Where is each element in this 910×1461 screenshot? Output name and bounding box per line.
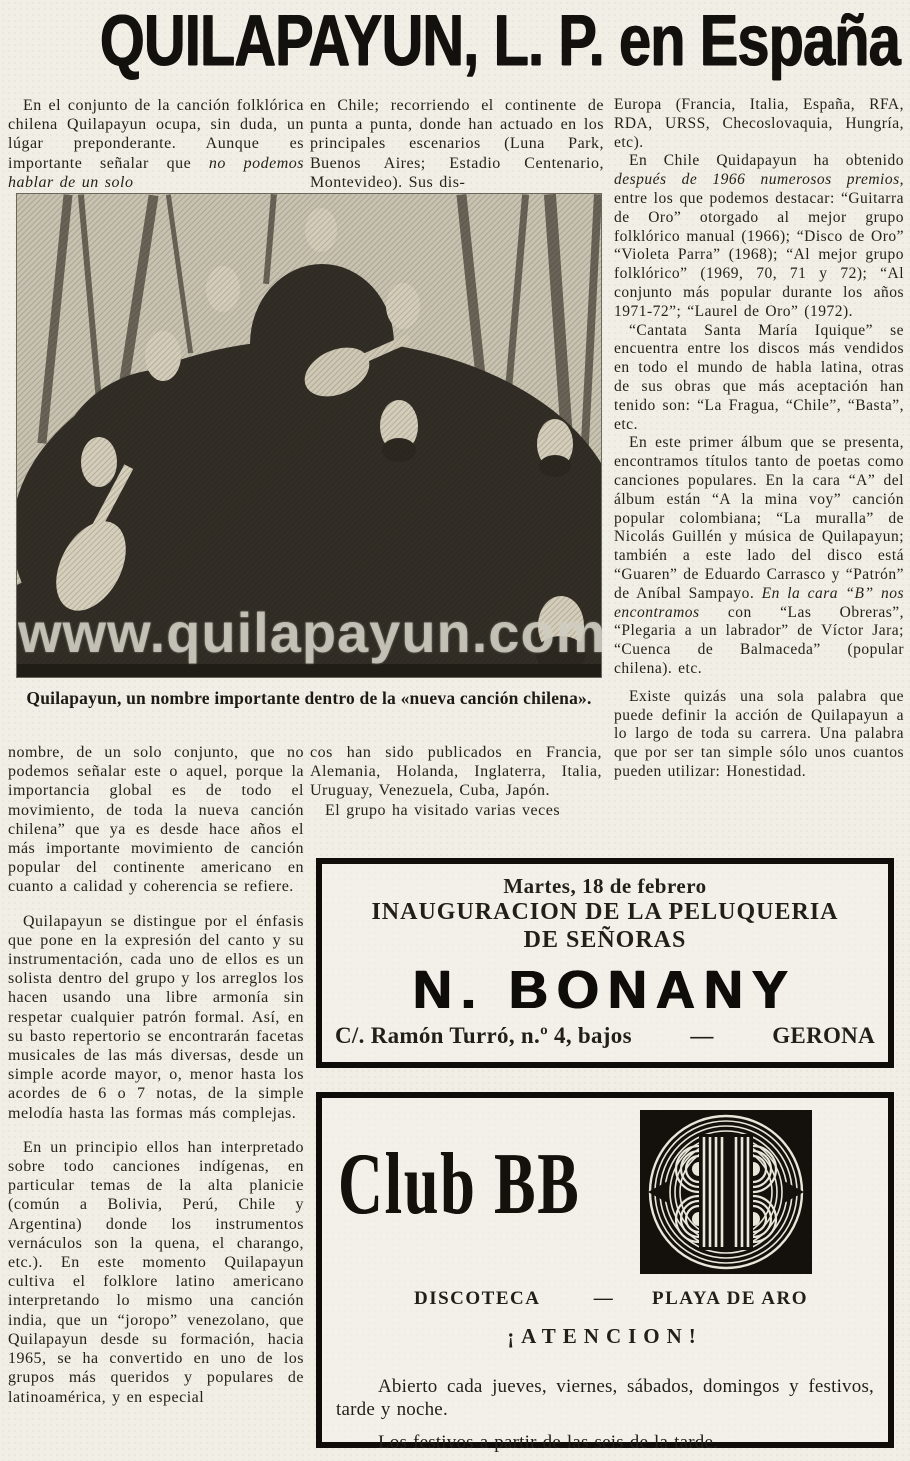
dash-separator: — [690,1023,714,1048]
column-1-top [8,96,304,193]
article-paragraph: El grupo ha visitado varias veces [325,801,561,819]
article-paragraph: En el conjunto de la canción folklórica chilena Quilapayun ocupa, sin duda, un lúgar preponderante. Aunque es importante señalar que no podemos hablar de un solo [8,97,304,191]
ad-club-bb-labels [322,1288,888,1312]
ad-club-bb [316,1092,894,1453]
article-paragraph: En un principio ellos han interpretado sobre todo canciones indígenas, en particular temas de la alta planicie (común a Bolivia, Perú, Chile y Argentina) donde los instrumentos vernáculos son la quena, el charango, etc.). En este momento Quilapayun cultiva el folklore latino americano interpretando lo mismo una canción india, que un “joropo” venezolano, que Quilapayun desde su formación, hacia 1965, se ha convertido en uno de los grupos más queridos y populares de latinoamérica, y en especial [8,1138,304,1406]
article-paragraph: Europa (Francia, Italia, España, RFA, RDA, URSS, Checoslovaquia, Hungría, etc). [614,96,904,151]
column-3 [614,96,904,848]
ad-bonany [316,858,894,1068]
ad-club-bb-discoteca: DISCOTECA [414,1288,541,1309]
ad-club-bb-location: PLAYA DE ARO [652,1288,808,1309]
ad-bonany-name: N. BONANY [412,960,797,1020]
ad-club-bb-text-line2: Los festivos a partir de las seis de la tarde. [378,1432,719,1453]
club-bb-logo [640,1110,812,1274]
band-photo-illustration [17,194,607,677]
article-paragraph: en Chile; recorriendo el continente de punta a punta, donde han actuado en los principales escenarios (Luna Park, Buenos Aires; Estadio Centenario, Montevideo). Sus dis- [310,97,604,191]
column-1-bottom [8,743,304,1461]
band-photo [16,193,607,678]
column-2-bottom [310,743,602,859]
ad-club-bb-attention: ¡ATENCION! [507,1324,703,1348]
ad-bonany-street: C/. Ramón Turró, n.º 4, bajos [335,1023,632,1048]
article-paragraph: nombre, de un solo conjunto, que no podemos señalar este o aquel, porque la importancia global es de todo el movimiento, de toda la nueva canción chilena” que ya es desde hace años el más importante movimiento de canción popular del continente americano en cuanto a calidad y coherencia se refiere. [8,744,304,896]
ad-bonany-title-line1: INAUGURACION DE LA PELUQUERIA [371,899,839,925]
column-2-top [310,96,604,193]
headline-text: QUILAPAYUN, L. P. en España [99,1,900,81]
article-paragraph: “Cantata Santa María Iquique” se encuentra entre los discos más vendidos en todo el mundo de habla latina, otras de sus obras que más aceptación han tenido son: “La Fragua, “Chile”, “Basta”, etc. [614,321,904,433]
article-paragraph: Existe quizás una sola palabra que puede definir la acción de Quilapayun a lo largo de toda su carrera. Una palabra que por ser tan simple sólo unos cuantos pueden utilizar: Honestidad. [614,687,904,780]
article-headline [0,2,910,80]
article-paragraph: cos han sido publicados en Francia, Alemania, Holanda, Inglaterra, Italia, Uruguay, Venezuela, Cuba, Japón. [310,744,602,800]
dash-separator: — [593,1288,615,1309]
ad-club-bb-name: Club BB [338,1136,581,1233]
photo-caption: Quilapayun, un nombre importante dentro de la «nueva canción chilena». [26,688,592,708]
ad-bonany-title-line2: DE SEÑORAS [523,927,687,953]
ad-bonany-date: Martes, 18 de febrero [503,874,707,898]
ad-club-bb-text-line1: Abierto cada jueves, viernes, sábados, domingos y festivos, tarde y noche. [336,1376,874,1420]
article-paragraph: En Chile Quidapayun ha obtenido después de 1966 numerosos premios, entre los que podemos destacar: “Guitarra de Oro” otorgado al mejor grupo folklórico manual (1966); “Disco de Oro” “Violeta Parra” (1968); “Al mejor grupo folklórico” (1969, 70, 71 y 72); “Al conjunto más popular durante los años 1971-72”; “Laurel de Oro” (1972). [614,152,904,320]
article-paragraph: Quilapayun se distingue por el énfasis que pone en la expresión del canto y su instrumentación, cada uno de ellos es un solista dentro del grupo y los arreglos los hacen usando una libre armonía sin respetar cualquier patrón formal. Así, en su basto repertorio se encontrarán facetas musicales de las más diversas, desde un simple acorde mayor, o, menor hasta los acordes de 6 o 7 notas, de la simple melodía hasta las formas más complejas. [8,912,304,1122]
ad-bonany-city: GERONA [772,1023,875,1048]
article-paragraph: En este primer álbum que se presenta, encontramos títulos tanto de poetas como canciones populares. En la cara “A” del álbum están “A la mina voy” canción popular colombiana; “La muralla” de Nicolás Guillén y música de Quilapayun; también a este lado del disco está “Guaren” de Eduardo Carrasco y “Patrón” de Aníbal Sampayo. En la cara “B” nos encontramos con “Las Obreras”, “Plegaria a un labrador” de Víctor Jara; “Cuenca de Balmaceda” (popular chilena). etc. [614,434,904,677]
photo-watermark: www.quilapayun.com [18,601,607,664]
ad-bonany-address-row [335,1023,875,1049]
